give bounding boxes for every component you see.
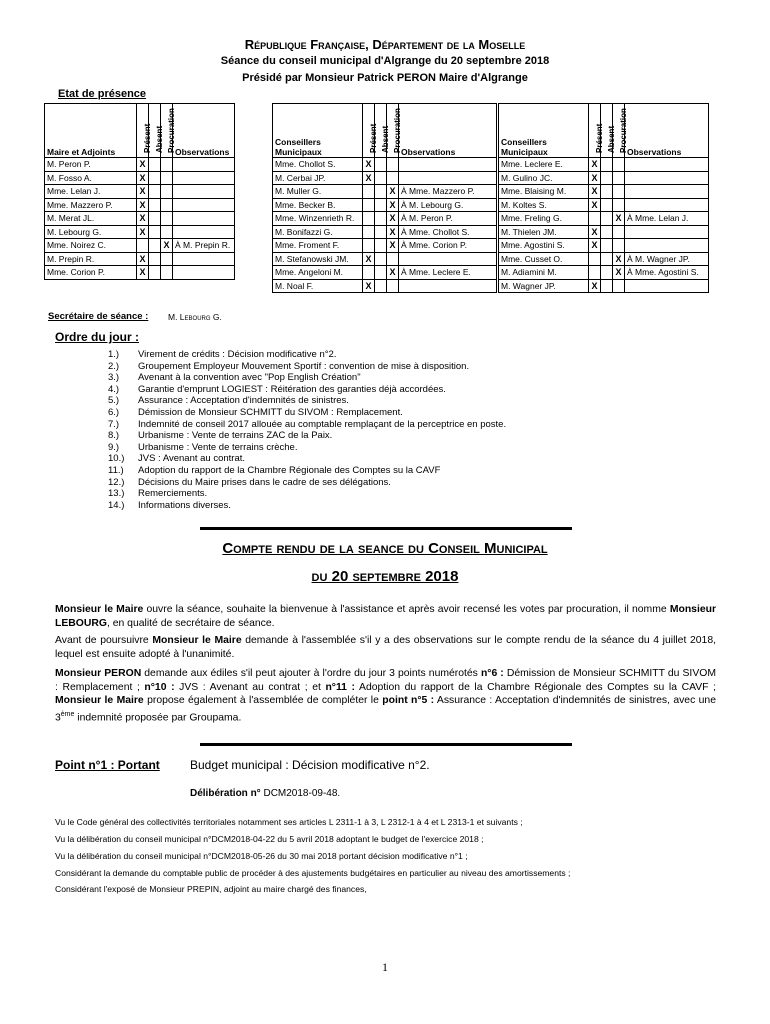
item-number: 13.) [108, 488, 125, 500]
list-item [108, 488, 506, 500]
present-mark [363, 198, 375, 212]
observation [625, 171, 709, 185]
absent-mark [149, 239, 161, 253]
secretaire-value: M. Lebourg G. [168, 312, 222, 322]
procuration-mark [161, 171, 173, 185]
absent-mark [601, 212, 613, 226]
absent-mark [149, 266, 161, 280]
table-row [45, 239, 235, 253]
absent-mark [601, 198, 613, 212]
member-name: M. Gulino JC. [499, 171, 589, 185]
ordre-du-jour-title: Ordre du jour : [55, 330, 139, 344]
procuration-mark: X [613, 252, 625, 266]
procuration-mark: X [613, 212, 625, 226]
procuration-mark [613, 185, 625, 199]
member-name: Mme. Blaising M. [499, 185, 589, 199]
divider [200, 743, 572, 746]
observation [625, 185, 709, 199]
absent-mark [375, 171, 387, 185]
table-row [273, 239, 497, 253]
procuration-mark [613, 239, 625, 253]
compte-rendu-date: du 20 septembre 2018 [311, 568, 459, 585]
list-item [108, 453, 506, 465]
item-text: Virement de crédits : Décision modificative n°2. [138, 349, 337, 360]
present-mark [589, 212, 601, 226]
col-absent: Absent [375, 104, 387, 158]
table-row [45, 198, 235, 212]
absent-mark [149, 212, 161, 226]
present-mark [589, 266, 601, 280]
observation [173, 266, 235, 280]
observation [173, 225, 235, 239]
procuration-mark [161, 198, 173, 212]
absent-mark [601, 239, 613, 253]
table-row [499, 198, 709, 212]
observation: À Mme. Chollot S. [399, 225, 497, 239]
procuration-mark [161, 225, 173, 239]
point-1-label: Point n°1 : Portant [55, 758, 160, 772]
col-observations: Observations [173, 104, 235, 158]
procuration-mark [387, 252, 399, 266]
item-text: JVS : Avenant au contrat. [138, 453, 246, 465]
presence-table-adjoints [44, 103, 235, 280]
item-text: Garantie d'emprunt LOGIEST : Réitération des garanties déjà accordées. [138, 383, 446, 395]
present-mark: X [589, 198, 601, 212]
deliberation-number: Délibération n° DCM2018-09-48. [190, 788, 341, 799]
member-name: Mme. Angeloni M. [273, 266, 363, 280]
procuration-mark [161, 185, 173, 199]
member-name: M. Peron P. [45, 158, 137, 172]
table-row [499, 225, 709, 239]
observation: À Mme. Lelan J. [625, 212, 709, 226]
ordre-du-jour-list [108, 349, 506, 511]
table-row [499, 185, 709, 199]
procuration-mark [161, 252, 173, 266]
member-name: Mme. Chollot S. [273, 158, 363, 172]
observation [625, 239, 709, 253]
present-mark [137, 239, 149, 253]
present-mark: X [137, 252, 149, 266]
observation [399, 158, 497, 172]
absent-mark [601, 279, 613, 293]
member-name: Mme. Becker B. [273, 198, 363, 212]
absent-mark [149, 171, 161, 185]
procuration-mark: X [387, 225, 399, 239]
secretaire-label: Secrétaire de séance : [48, 311, 149, 322]
present-mark [363, 185, 375, 199]
item-text: Remerciements. [138, 488, 208, 500]
present-mark: X [137, 185, 149, 199]
observation [625, 225, 709, 239]
present-mark: X [589, 171, 601, 185]
member-name: Mme. Mazzero P. [45, 198, 137, 212]
item-text: Groupement Employeur Mouvement Sportif : convention de mise à disposition. [138, 360, 470, 372]
member-name: M. Noal F. [273, 279, 363, 293]
item-number: 10.) [108, 453, 125, 465]
present-mark: X [363, 158, 375, 172]
procuration-mark: X [387, 266, 399, 280]
compte-rendu-title: Compte rendu de la seance du Conseil Municipal [222, 540, 548, 557]
absent-mark [601, 185, 613, 199]
list-item [108, 407, 506, 419]
item-number: 1.) [108, 349, 120, 360]
col-absent: Absent [601, 104, 613, 158]
observation [399, 279, 497, 293]
observation: À Mme. Agostini S. [625, 266, 709, 280]
absent-mark [601, 158, 613, 172]
table-row [45, 225, 235, 239]
item-number: 6.) [108, 406, 120, 418]
table-row [273, 252, 497, 266]
procuration-mark [387, 171, 399, 185]
present-mark: X [137, 266, 149, 280]
member-name: M. Cerbai JP. [273, 171, 363, 185]
list-item [108, 384, 506, 396]
table-row [45, 252, 235, 266]
member-name: M. Thielen JM. [499, 225, 589, 239]
divider [200, 527, 572, 530]
absent-mark [149, 198, 161, 212]
absent-mark [601, 171, 613, 185]
table-header-label: Conseillers Municipaux [499, 104, 589, 158]
absent-mark [149, 225, 161, 239]
item-text: Informations diverses. [138, 499, 231, 511]
absent-mark [375, 198, 387, 212]
absent-mark [375, 225, 387, 239]
procuration-mark [387, 279, 399, 293]
observation: À M. Lebourg G. [399, 198, 497, 212]
procuration-mark [613, 225, 625, 239]
present-mark [363, 239, 375, 253]
member-name: M. Wagner JP. [499, 279, 589, 293]
observation [173, 158, 235, 172]
table-row [45, 266, 235, 280]
presence-table-conseillers-2 [498, 103, 709, 293]
visa-line: Considérant l'exposé de Monsieur PREPIN, adjoint au maire chargé des finances, [55, 884, 367, 894]
table-header-label: Conseillers Municipaux [273, 104, 363, 158]
present-mark: X [589, 158, 601, 172]
absent-mark [375, 279, 387, 293]
member-name: Mme. Agostini S. [499, 239, 589, 253]
table-row [499, 239, 709, 253]
table-row [273, 225, 497, 239]
member-name: Mme. Cusset O. [499, 252, 589, 266]
procuration-mark [161, 212, 173, 226]
item-number: 3.) [108, 372, 120, 384]
table-row [45, 185, 235, 199]
table-row [273, 185, 497, 199]
paragraph-agenda-additions: Monsieur PERON demande aux édiles s'il peut ajouter à l'ordre du jour 3 points numérotés n°6 : Démission de Monsieur SCHMITT du SIVOM : Remplacement ; n°10 : JVS : Avenant au contrat ; et n°11 : Adoption du rapport de la Chambre Régionale des Comptes su la CAVF ; Monsieur le Maire propose également à l'assemblée de compléter le point n°5 : Assurance : Acceptation d'indemnités de sinistres, avec une 3ème indemnité proposée par Groupama. [55, 668, 716, 723]
etat-presence-title: Etat de présence [58, 88, 147, 100]
col-absent: Absent [149, 104, 161, 158]
present-mark: X [589, 239, 601, 253]
observation [173, 171, 235, 185]
item-text: Urbanisme : Vente de terrains ZAC de la Paix. [138, 430, 333, 442]
procuration-mark [161, 266, 173, 280]
item-number: 2.) [108, 360, 120, 372]
item-text: Assurance : Acceptation d'indemnités de sinistres. [138, 395, 349, 407]
absent-mark [601, 225, 613, 239]
doc-header-session: Séance du conseil municipal d'Algrange du 20 septembre 2018 [220, 55, 550, 67]
item-number: 7.) [108, 418, 120, 430]
absent-mark [149, 185, 161, 199]
visa-line: Vu la délibération du conseil municipal n°DCM2018-04-22 du 5 avril 2018 adoptant le budget de l'exercice 2018 ; [55, 834, 484, 844]
item-number: 8.) [108, 430, 120, 442]
present-mark [589, 252, 601, 266]
procuration-mark [387, 158, 399, 172]
present-mark [363, 266, 375, 280]
table-row [499, 252, 709, 266]
presence-table-conseillers-1 [272, 103, 497, 293]
table-row [273, 158, 497, 172]
procuration-mark [613, 171, 625, 185]
table-row [273, 171, 497, 185]
table-row [45, 158, 235, 172]
list-item [108, 465, 506, 477]
col-observations: Observations [625, 104, 709, 158]
col-present: Présent [137, 104, 149, 158]
item-number: 12.) [108, 476, 125, 488]
item-text: Adoption du rapport de la Chambre Régionale des Comptes su la CAVF [138, 464, 441, 476]
paragraph-approval: Avant de poursuivre Monsieur le Maire demande à l'assemblée s'il y a des observations sur le compte rendu de la séance du 4 juillet 2018, lequel est ensuite adopté à l'unanimité. [55, 635, 716, 660]
observation [625, 279, 709, 293]
absent-mark [375, 239, 387, 253]
member-name: M. Prepin R. [45, 252, 137, 266]
present-mark [363, 212, 375, 226]
member-name: Mme. Leclere E. [499, 158, 589, 172]
table-row [499, 171, 709, 185]
present-mark: X [137, 198, 149, 212]
table-row [273, 198, 497, 212]
visa-line: Vu le Code général des collectivités territoriales notamment ses articles L 2311-1 à 3, L 2312-1 à 4 et L 2313-1 et suivants ; [55, 817, 523, 827]
table-row [499, 266, 709, 280]
present-mark [363, 225, 375, 239]
table-row [499, 212, 709, 226]
observation: À Mme. Mazzero P. [399, 185, 497, 199]
col-present: Présent [589, 104, 601, 158]
member-name: Mme. Lelan J. [45, 185, 137, 199]
present-mark: X [589, 225, 601, 239]
col-procuration: Procuration [161, 104, 173, 158]
member-name: Mme. Corion P. [45, 266, 137, 280]
table-row [45, 212, 235, 226]
observation: À M. Peron P. [399, 212, 497, 226]
col-observations: Observations [399, 104, 497, 158]
present-mark: X [363, 171, 375, 185]
visa-line: Vu la délibération du conseil municipal n°DCM2018-05-26 du 30 mai 2018 portant décision modificative n°1 ; [55, 851, 468, 861]
table-row [273, 279, 497, 293]
present-mark: X [363, 252, 375, 266]
observation: À Mme. Leclere E. [399, 266, 497, 280]
doc-header-title: République Française, Département de la Moselle [244, 37, 526, 52]
procuration-mark: X [387, 198, 399, 212]
observation [173, 198, 235, 212]
item-number: 5.) [108, 395, 120, 407]
procuration-mark [613, 198, 625, 212]
absent-mark [375, 266, 387, 280]
procuration-mark: X [387, 239, 399, 253]
observation: À M. Wagner JP. [625, 252, 709, 266]
item-number: 14.) [108, 499, 125, 511]
procuration-mark [161, 158, 173, 172]
col-procuration: Procuration [613, 104, 625, 158]
member-name: Mme. Winzenrieth R. [273, 212, 363, 226]
item-text: Avenant à la convention avec "Pop English Création" [138, 372, 361, 384]
col-present: Présent [363, 104, 375, 158]
observation [399, 171, 497, 185]
table-row [45, 171, 235, 185]
member-name: Mme. Froment F. [273, 239, 363, 253]
procuration-mark: X [387, 212, 399, 226]
list-item [108, 500, 506, 512]
table-row [273, 212, 497, 226]
observation [625, 158, 709, 172]
absent-mark [601, 266, 613, 280]
item-text: Décisions du Maire prises dans le cadre de ses délégations. [138, 476, 391, 488]
observation: À Mme. Corion P. [399, 239, 497, 253]
table-header-label: Maire et Adjoints [45, 104, 137, 158]
member-name: M. Bonifazzi G. [273, 225, 363, 239]
item-text: Indemnité de conseil 2017 allouée au comptable remplaçant de la perceptrice en poste. [138, 418, 507, 430]
list-item [108, 419, 506, 431]
procuration-mark: X [161, 239, 173, 253]
observation [625, 198, 709, 212]
absent-mark [149, 252, 161, 266]
absent-mark [149, 158, 161, 172]
item-number: 9.) [108, 441, 120, 453]
absent-mark [375, 185, 387, 199]
page-number: 1 [382, 960, 388, 974]
item-number: 11.) [108, 464, 124, 476]
member-name: M. Merat JL. [45, 212, 137, 226]
observation [173, 185, 235, 199]
item-text: Démission de Monsieur SCHMITT du SIVOM : Remplacement. [138, 406, 403, 418]
procuration-mark: X [613, 266, 625, 280]
member-name: Mme. Noirez C. [45, 239, 137, 253]
member-name: M. Muller G. [273, 185, 363, 199]
list-item [108, 477, 506, 489]
table-row [273, 266, 497, 280]
list-item [108, 349, 506, 361]
member-name: Mme. Freling G. [499, 212, 589, 226]
observation: À M. Prepin R. [173, 239, 235, 253]
member-name: M. Koltes S. [499, 198, 589, 212]
member-name: M. Stefanowski JM. [273, 252, 363, 266]
absent-mark [375, 158, 387, 172]
present-mark: X [589, 185, 601, 199]
table-row [499, 158, 709, 172]
present-mark: X [137, 171, 149, 185]
paragraph-opening: Monsieur le Maire ouvre la séance, souhaite la bienvenue à l'assistance et après avoir recensé les votes par procuration, il nomme Monsieur LEBOURG, en qualité de secrétaire de séance. [55, 604, 716, 629]
list-item [108, 372, 506, 384]
present-mark: X [137, 158, 149, 172]
col-procuration: Procuration [387, 104, 399, 158]
procuration-mark [613, 279, 625, 293]
absent-mark [375, 212, 387, 226]
observation [399, 252, 497, 266]
member-name: M. Lebourg G. [45, 225, 137, 239]
absent-mark [375, 252, 387, 266]
procuration-mark: X [387, 185, 399, 199]
present-mark: X [363, 279, 375, 293]
present-mark: X [589, 279, 601, 293]
member-name: M. Fosso A. [45, 171, 137, 185]
doc-header-president: Présidé par Monsieur Patrick PERON Maire d'Algrange [242, 72, 528, 84]
table-row [499, 279, 709, 293]
visa-line: Considérant la demande du comptable public de procéder à des ajustements budgétaires en particulier au niveau des amortissements ; [55, 868, 571, 878]
list-item [108, 395, 506, 407]
absent-mark [601, 252, 613, 266]
list-item [108, 430, 506, 442]
procuration-mark [613, 158, 625, 172]
observation [173, 252, 235, 266]
member-name: M. Adiamini M. [499, 266, 589, 280]
item-number: 4.) [108, 383, 120, 395]
observation [173, 212, 235, 226]
item-text: Urbanisme : Vente de terrains crèche. [138, 441, 298, 453]
point-1-title: Budget municipal : Décision modificative n°2. [190, 758, 430, 772]
present-mark: X [137, 212, 149, 226]
present-mark: X [137, 225, 149, 239]
list-item [108, 442, 506, 454]
list-item [108, 361, 506, 373]
